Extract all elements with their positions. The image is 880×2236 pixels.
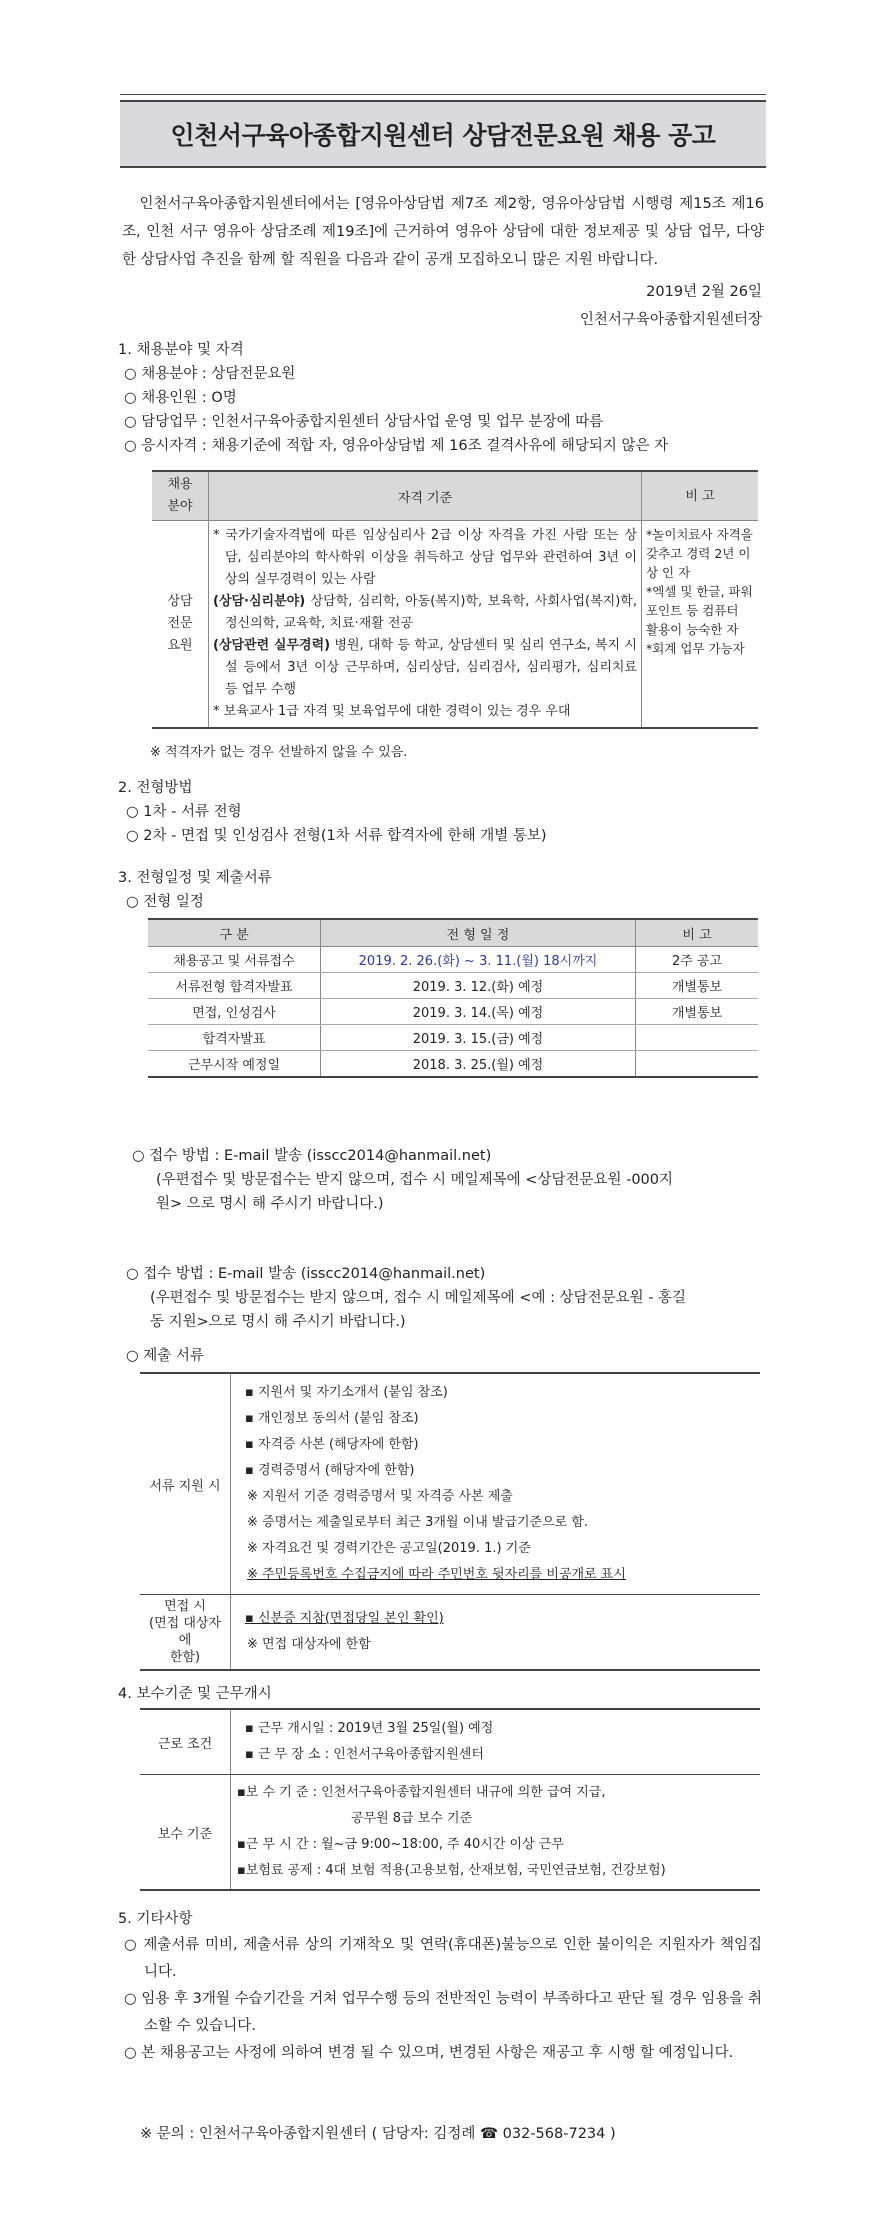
- pay-item: 공무원 8급 보수 기준: [351, 1811, 473, 1826]
- list-item: ○ 채용인원 : O명: [124, 390, 237, 406]
- col-header-remarks: 비 고: [642, 471, 759, 521]
- issue-date: 2019년 2월 26일: [646, 284, 762, 300]
- pay-table: [140, 1708, 760, 1891]
- list-item: ○ 1차 - 서류 전형: [126, 804, 242, 820]
- table-row: [140, 1595, 760, 1671]
- schedule-date: 2019. 2. 26.(화) ~ 3. 11.(월) 18시까지: [321, 947, 636, 973]
- criteria-item: [213, 635, 637, 701]
- intro-paragraph: [122, 190, 764, 274]
- method-line: ○ 접수 방법 : E-mail 발송 (isscc2014@hanmail.net): [132, 1148, 492, 1164]
- criteria-text: 상담학, 심리학, 아동(복지)학, 보육학, 사회사업(복지)학, 정신의학, 교육학, 치료·재활 전공: [225, 594, 637, 631]
- pay-item: ▪보 수 기 준 : 인천서구육아종합지원센터 내규에 의한 급여 지급,: [237, 1785, 606, 1800]
- col-header-field: 채용 분야: [152, 471, 209, 521]
- schedule-stage: 서류전형 합격자발표: [148, 973, 321, 999]
- schedule-stage: 합격자발표: [148, 1025, 321, 1051]
- interview-item: ※ 면접 대상자에 한함: [247, 1637, 371, 1652]
- submission-method-b: [126, 1262, 686, 1334]
- section-1: [118, 338, 668, 458]
- pay-item: ▪근 무 시 간 : 월~금 9:00~18:00, 주 40시간 이상 근무: [237, 1837, 564, 1852]
- table-row: [140, 1709, 760, 1775]
- intro-text: 인천서구육아종합지원센터에서는 [영유아상담법 제7조 제2항, 영유아상담법 시행령 제15조 제16조, 인천 서구 영유아 상담조례 제19조]에 근거하여 영유아 상담에 대한 정보제공 및 상담 업무, 다양한 상담사업 추진을 함께 할 직원을 다음과 같이 공개 모집하오니 많은 지원 바랍니다.: [122, 196, 764, 268]
- doc-note: ※ 지원서 기준 경력증명서 및 자격증 사본 제출: [247, 1489, 513, 1504]
- contact-line: ※ 문의 : 인천서구육아종합지원센터 ( 담당자: 김정례 ☎ 032-568-7234 ): [140, 2126, 616, 2142]
- field-cell: 상담 전문 요원: [152, 521, 209, 729]
- section-1-heading: 1. 채용분야 및 자격: [118, 342, 244, 358]
- doc-note: ※ 자격요건 및 경력기간은 공고일(2019. 1.) 기준: [247, 1541, 531, 1556]
- method-line: (우편접수 및 방문접수는 받지 않으며, 접수 시 메일제목에 <예 : 상담전문요원 - 홍길: [150, 1290, 687, 1306]
- criteria-item: * 보육교사 1급 자격 및 보육업무에 대한 경력이 있는 경우 우대: [213, 704, 571, 719]
- doc-note: ※ 주민등록번호 수집금지에 따라 주민번호 뒷자리를 비공개로 표시: [247, 1567, 626, 1582]
- selection-note: ※ 적격자가 없는 경우 선발하지 않을 수 있음.: [150, 745, 408, 760]
- interview-list: [231, 1595, 761, 1671]
- cond-item: ▪ 근 무 장 소 : 인천서구육아종합지원센터: [245, 1747, 484, 1762]
- docs-label: 서류 지원 시: [140, 1373, 231, 1595]
- list-item: ○ 응시자격 : 채용기준에 적합 자, 영유아상담법 제 16조 결격사유에 해당되지 않은 자: [124, 438, 669, 454]
- list-item: ○ 채용분야 : 상담전문요원: [124, 366, 296, 382]
- col-header-criteria: 자격 기준: [209, 471, 642, 521]
- method-line: ○ 접수 방법 : E-mail 발송 (isscc2014@hanmail.net): [126, 1266, 486, 1282]
- schedule-date: 2018. 3. 25.(월) 예정: [321, 1051, 636, 1078]
- schedule-note: [636, 1051, 759, 1078]
- table-row: [148, 1025, 758, 1051]
- table-row: [152, 521, 758, 729]
- remarks-cell: [642, 521, 759, 729]
- schedule-date: 2019. 3. 12.(화) 예정: [321, 973, 636, 999]
- criteria-cell: [209, 521, 642, 729]
- qualification-table: [152, 470, 758, 729]
- section-3: [118, 866, 272, 914]
- method-line: (우편접수 및 방문접수는 받지 않으며, 접수 시 메일제목에 <상담전문요원 -000지: [156, 1172, 674, 1188]
- title-rule: [120, 94, 766, 95]
- doc-item: ▪ 개인정보 동의서 (붙임 참조): [245, 1411, 419, 1426]
- table-row: [140, 1775, 760, 1891]
- section-4: [118, 1682, 272, 1706]
- col-header-note: 비 고: [636, 919, 759, 947]
- table-header-row: [148, 919, 758, 947]
- pay-list: [231, 1775, 761, 1891]
- col-header-date: 전 형 일 정: [321, 919, 636, 947]
- schedule-date: 2019. 3. 15.(금) 예정: [321, 1025, 636, 1051]
- section-5: [118, 1906, 762, 2067]
- criteria-item: [213, 591, 637, 635]
- section-5-heading: 5. 기타사항: [118, 1911, 193, 1927]
- schedule-stage: 면접, 인성검사: [148, 999, 321, 1025]
- table-row: [148, 1051, 758, 1078]
- remark-item: *놀이치료사 자격을 갖추고 경력 2년 이상 인 자: [646, 527, 753, 580]
- criteria-text: 병원, 대학 등 학교, 상담센터 및 심리 연구소, 복지 시설 등에서 3년 이상 근무하며, 심리상담, 심리검사, 심리평가, 심리치료 등 업무 수행: [225, 638, 637, 697]
- interview-label: 면접 시 (면접 대상자에 한함): [140, 1595, 231, 1671]
- schedule-date: 2019. 3. 14.(목) 예정: [321, 999, 636, 1025]
- schedule-note: 2주 공고: [636, 947, 759, 973]
- docs-list: [231, 1373, 761, 1595]
- remark-item: *엑셀 및 한글, 파워포인트 등 컴퓨터 활용이 능숙한 자: [646, 584, 753, 637]
- doc-item: ▪ 경력증명서 (해당자에 한함): [245, 1463, 415, 1478]
- schedule-stage: 근무시작 예정일: [148, 1051, 321, 1078]
- submission-method-a: [132, 1144, 673, 1216]
- list-item: ○ 2차 - 면접 및 인성검사 전형(1차 서류 합격자에 한해 개별 통보): [126, 828, 547, 844]
- doc-note: ※ 증명서는 제출일로부터 최근 3개월 이내 발급기준으로 함.: [247, 1515, 589, 1530]
- schedule-table: [148, 918, 758, 1078]
- criteria-bold-label: (상담관련 실무경력): [213, 638, 331, 653]
- documents-table: [140, 1372, 760, 1671]
- section-4-heading: 4. 보수기준 및 근무개시: [118, 1686, 272, 1702]
- list-item: ○ 담당업무 : 인천서구육아종합지원센터 상담사업 운영 및 업무 분장에 따름: [124, 414, 604, 430]
- interview-item: ▪ 신분증 지참(면접당일 본인 확인): [245, 1611, 444, 1626]
- cond-item: ▪ 근무 개시일 : 2019년 3월 25일(월) 예정: [245, 1721, 494, 1736]
- page-title: 인천서구육아종합지원센터 상담전문요원 채용 공고: [120, 100, 766, 168]
- table-row: [148, 999, 758, 1025]
- method-line: 동 지원>으로 명시 해 주시기 바랍니다.): [150, 1314, 406, 1330]
- table-header-row: [152, 471, 758, 521]
- list-item: ○ 제출서류 미비, 제출서류 상의 기재착오 및 연락(휴대폰)불능으로 인한 불이익은 지원자가 책임집니다.: [124, 1937, 762, 1980]
- list-item: ○ 본 채용공고는 사정에 의하여 변경 될 수 있으며, 변경된 사항은 재공고 후 시행 할 예정입니다.: [124, 2045, 734, 2061]
- criteria-item: * 국가기술자격법에 따른 임상심리사 2급 이상 자격을 가진 사람 또는 상담, 심리분야의 학사학위 이상을 취득하고 상담 업무와 관련하여 3년 이상의 실무경력이 있는 사람: [213, 528, 637, 587]
- schedule-stage: 채용공고 및 서류접수: [148, 947, 321, 973]
- cond-label: 근로 조건: [140, 1709, 231, 1775]
- schedule-note: 개별통보: [636, 999, 759, 1025]
- section-3-heading: 3. 전형일정 및 제출서류: [118, 870, 272, 886]
- section-2: [118, 776, 547, 848]
- issuer: 인천서구육아종합지원센터장: [579, 312, 762, 328]
- list-item: ○ 임용 후 3개월 수습기간을 거쳐 업무수행 등의 전반적인 능력이 부족하다고 판단 될 경우 임용을 취소할 수 있습니다.: [124, 1991, 762, 2034]
- table-row: [148, 973, 758, 999]
- pay-label: 보수 기준: [140, 1775, 231, 1891]
- doc-item: ▪ 지원서 및 자기소개서 (붙임 참조): [245, 1385, 448, 1400]
- schedule-note: 개별통보: [636, 973, 759, 999]
- issue-block: [520, 278, 762, 334]
- table-row: [148, 947, 758, 973]
- method-line: 원> 으로 명시 해 주시기 바랍니다.): [156, 1196, 384, 1212]
- pay-item: ▪보험료 공제 : 4대 보험 적용(고용보험, 산재보험, 국민연금보험, 건강보험): [237, 1863, 666, 1878]
- table-row: [140, 1373, 760, 1595]
- section-2-heading: 2. 전형방법: [118, 780, 193, 796]
- col-header-stage: 구 분: [148, 919, 321, 947]
- schedule-subheading: ○ 전형 일정: [126, 894, 204, 910]
- cond-list: [231, 1709, 761, 1775]
- criteria-bold-label: (상담·심리분야): [213, 594, 306, 609]
- docs-subheading: ○ 제출 서류: [126, 1348, 204, 1364]
- remark-item: *회계 업무 가능자: [646, 641, 745, 656]
- schedule-note: [636, 1025, 759, 1051]
- doc-item: ▪ 자격증 사본 (해당자에 한함): [245, 1437, 419, 1452]
